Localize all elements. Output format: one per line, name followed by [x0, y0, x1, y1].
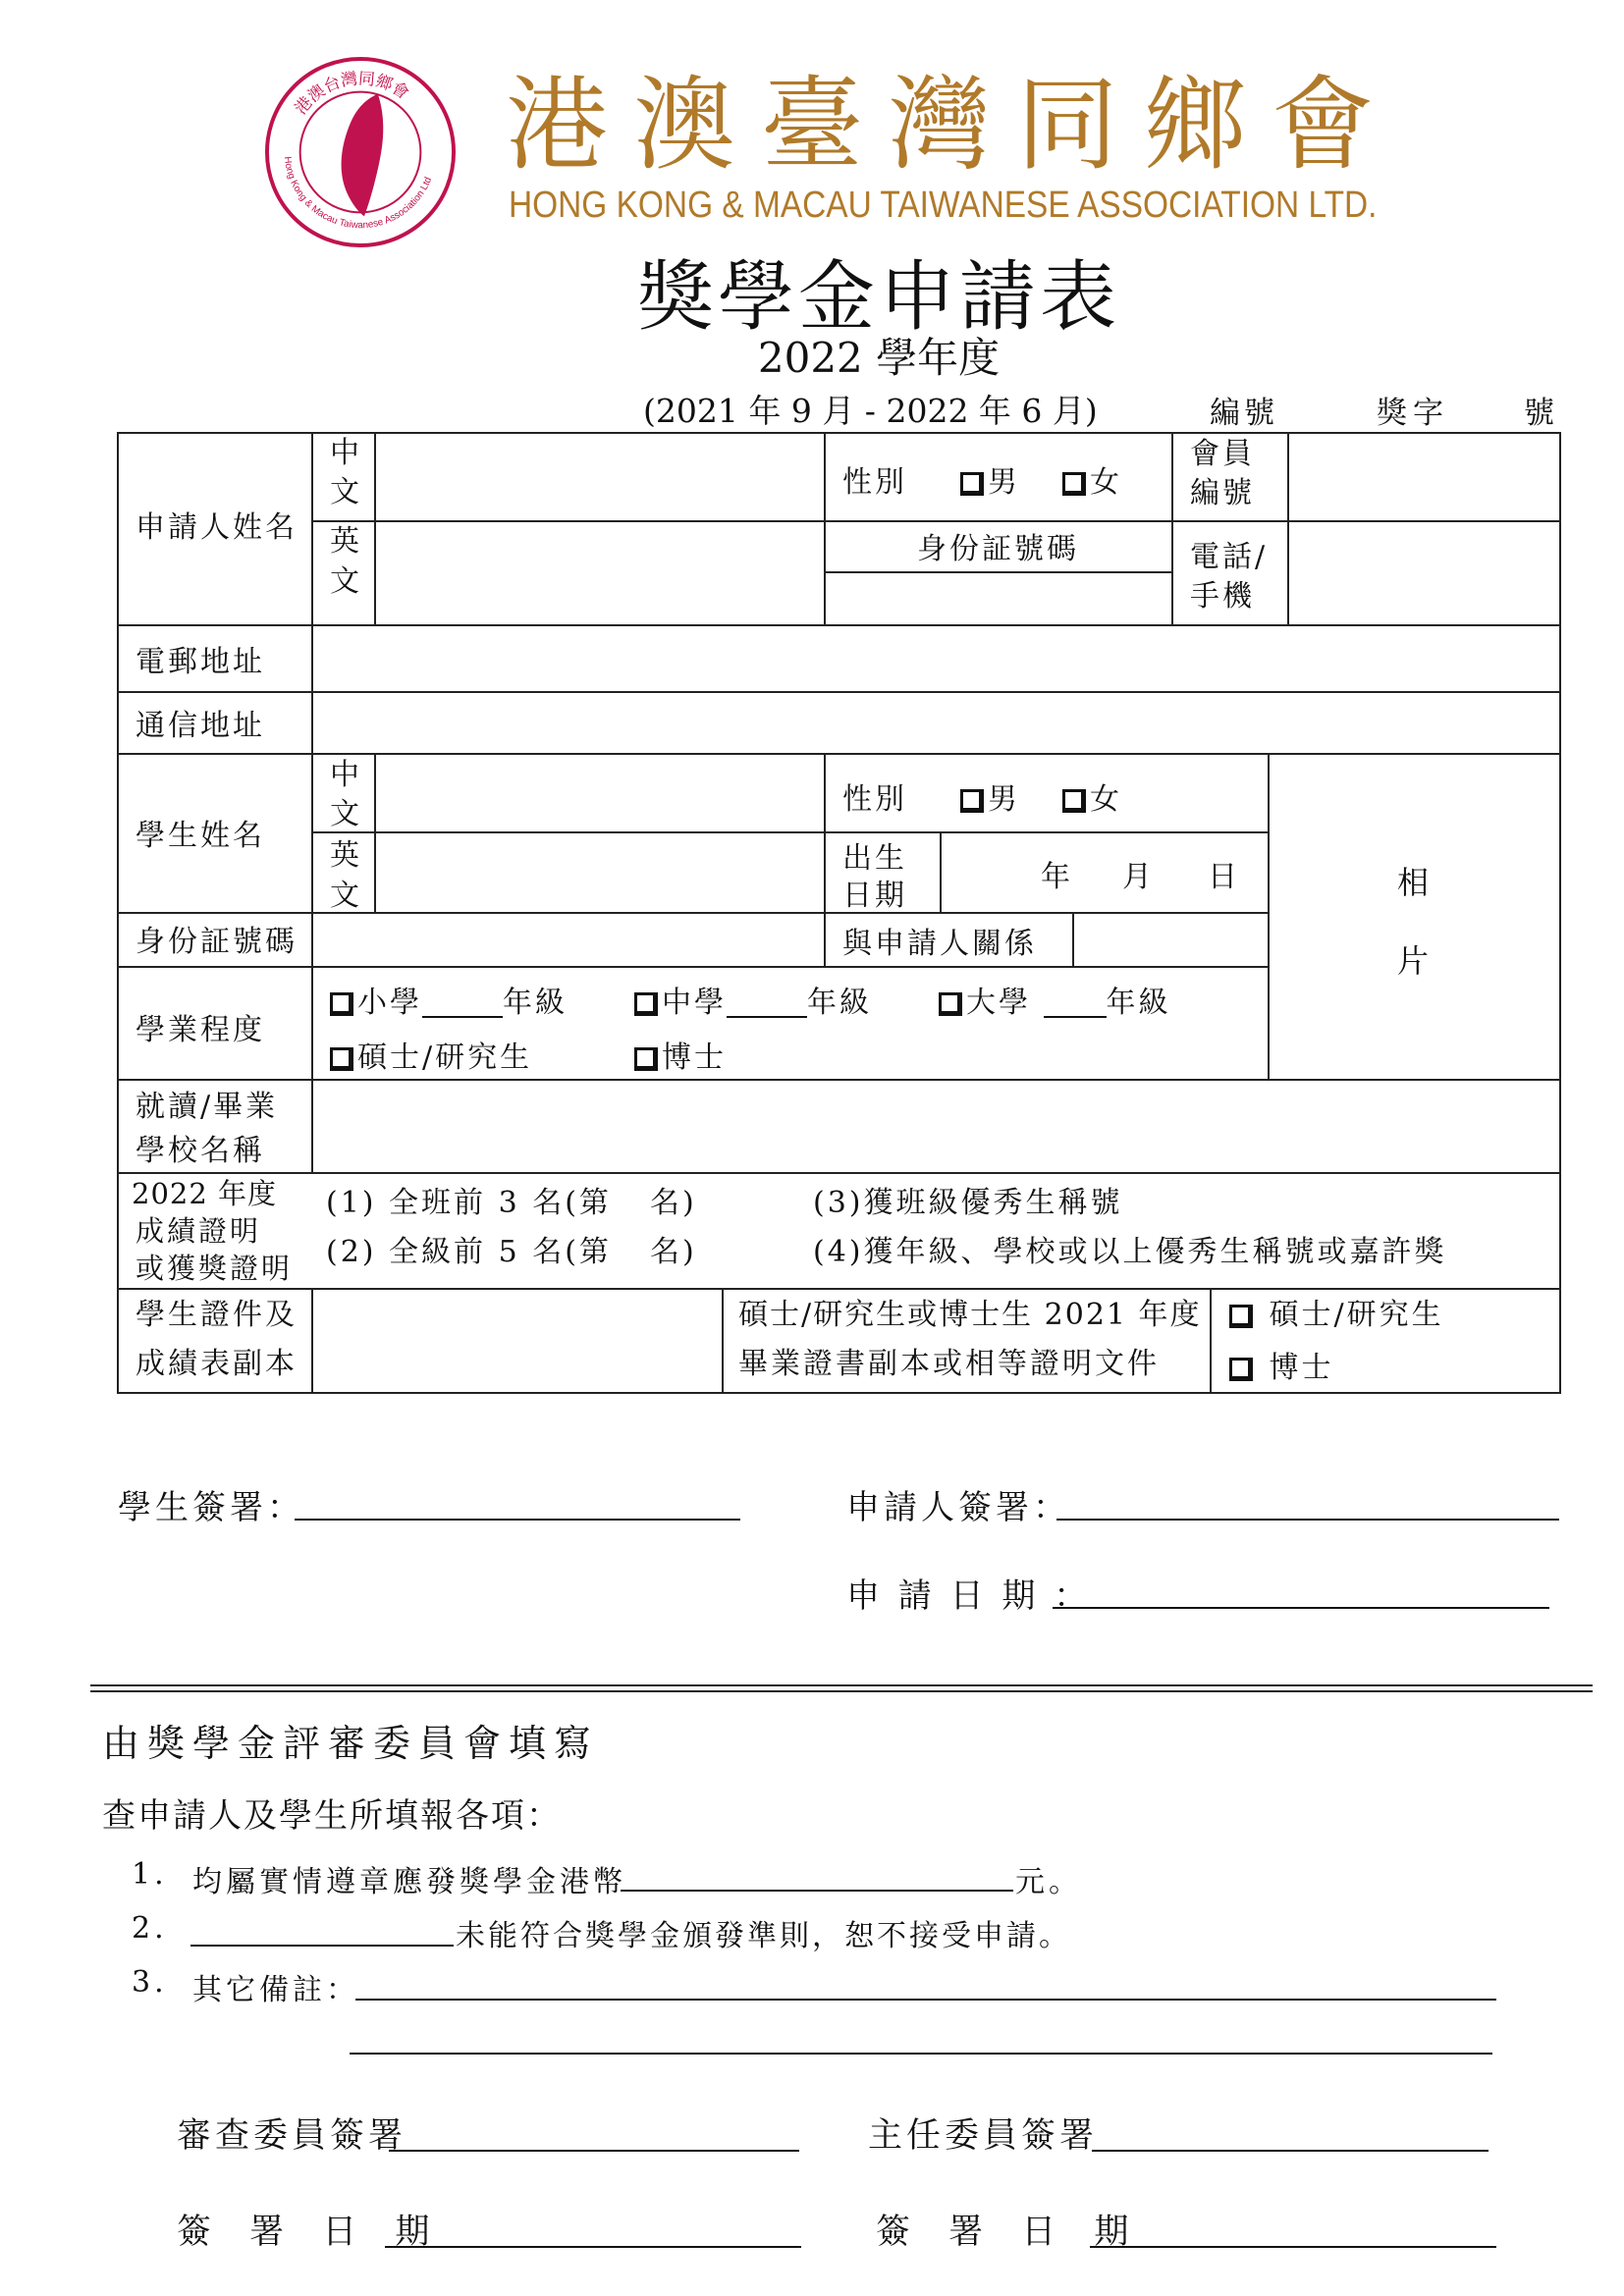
period: (2021 年 9 月 - 2022 年 6 月) [643, 392, 1098, 430]
applicant-cn-label-2: 文 [330, 475, 362, 509]
level-university-option[interactable] [939, 984, 1171, 1024]
applicant-en-label-2: 文 [330, 564, 362, 599]
checkbox-icon[interactable] [634, 1047, 658, 1071]
reviewer-signature-line[interactable] [389, 2150, 799, 2152]
dob-day: 日 [1208, 860, 1240, 894]
checkbox-icon[interactable] [960, 789, 984, 813]
phd-label: 博士 [662, 1041, 727, 1075]
email-label: 電郵地址 [135, 645, 265, 679]
relation-label: 與申請人關係 [842, 927, 1037, 961]
grad-master-label: 碩士/研究生 [1269, 1298, 1444, 1332]
level-phd-option[interactable] [634, 1039, 727, 1079]
item-3-text: 其它備註： [192, 1973, 359, 2007]
level-label: 學業程度 [135, 1013, 265, 1047]
remarks-line-2[interactable] [350, 2053, 1492, 2055]
seal-text-en: Hong Kong & Macau Taiwanese Association Ltd [281, 155, 435, 232]
applicant-female-option[interactable] [1062, 463, 1122, 504]
female-label: 女 [1090, 782, 1122, 817]
sign-date-left-line[interactable] [385, 2246, 801, 2248]
checkbox-icon[interactable] [1062, 472, 1086, 496]
female-label: 女 [1090, 465, 1122, 500]
student-en-label-2: 文 [330, 879, 362, 913]
copy-label-1: 學生證件及 [135, 1298, 298, 1332]
award-option-4: (4)獲年級、學校或以上優秀生稱號或嘉許獎 [813, 1235, 1447, 1269]
applicant-gender-label: 性別 [842, 465, 907, 500]
seal-text-cn: 港澳台灣同鄉會 [290, 68, 413, 119]
item-1-number: 1. [132, 1857, 168, 1892]
male-label: 男 [988, 782, 1020, 817]
academic-year: 2022 學年度 [757, 334, 1001, 382]
school-label-2: 學校名稱 [135, 1134, 265, 1168]
copy-label-2: 成績表副本 [135, 1347, 298, 1381]
secondary-label: 中學 [662, 986, 727, 1020]
student-en-label-1: 英 [330, 838, 362, 873]
award-option-1-a: (1) 全班前 3 名(第 [326, 1186, 612, 1220]
university-grade-blank[interactable] [1044, 987, 1107, 1018]
student-gender-label: 性別 [842, 782, 907, 817]
serial-mid: 獎字 [1377, 396, 1449, 431]
grad-master-option[interactable] [1229, 1296, 1444, 1336]
amount-line[interactable] [621, 1890, 1013, 1892]
checkbox-icon[interactable] [1229, 1305, 1253, 1328]
apply-date-label: 申 請 日 期 ： [846, 1576, 1092, 1616]
level-secondary-option[interactable] [634, 984, 872, 1024]
dob-month: 月 [1122, 860, 1155, 894]
applicant-id-label: 身份証號碼 [917, 532, 1079, 566]
phone-label-1: 電話/ [1190, 540, 1269, 574]
photo-label-1: 相 [1397, 864, 1433, 901]
student-cn-label-2: 文 [330, 797, 362, 831]
sign-date-left-label: 簽 署 日 期 [177, 2213, 444, 2252]
address-label: 通信地址 [135, 709, 265, 743]
apply-date-line[interactable] [1053, 1607, 1549, 1609]
student-id-label: 身份証號碼 [135, 925, 298, 959]
school-label-1: 就讀/畢業 [135, 1090, 279, 1124]
applicant-name-label: 申請人姓名 [135, 510, 298, 545]
grad-doc-label-2: 畢業證書副本或相等證明文件 [738, 1347, 1160, 1381]
checkbox-icon[interactable] [960, 472, 984, 496]
cert-label-1: 2022 年度 [132, 1177, 278, 1210]
student-signature-line[interactable] [295, 1519, 740, 1521]
cert-label-3: 或獲獎證明 [135, 1252, 294, 1285]
dob-label-2: 日期 [842, 879, 907, 913]
grade-label: 年級 [503, 986, 568, 1020]
org-name-cn: 港澳臺灣同鄉會 [506, 65, 1400, 185]
applicant-signature-label: 申請人簽署： [846, 1488, 1070, 1527]
male-label: 男 [988, 465, 1020, 500]
grad-phd-label: 博士 [1269, 1351, 1334, 1385]
remarks-line-1[interactable] [355, 1999, 1496, 2001]
checkbox-icon[interactable] [939, 992, 962, 1016]
student-name-label: 學生姓名 [135, 819, 265, 853]
grade-label: 年級 [1106, 986, 1171, 1020]
org-name-en: HONG KONG & MACAU TAIWANESE ASSOCIATION LTD. [509, 185, 1378, 226]
committee-intro: 查申請人及學生所填報各項： [102, 1796, 562, 1836]
applicant-male-option[interactable] [960, 463, 1020, 504]
photo-label-2: 片 [1397, 942, 1433, 980]
checkbox-icon[interactable] [1229, 1358, 1253, 1381]
dob-year: 年 [1041, 860, 1073, 894]
item-2-text: 未能符合獎學金頒發準則，恕不接受申請。 [456, 1919, 1071, 1953]
applicant-signature-line[interactable] [1056, 1519, 1559, 1521]
item-3-number: 3. [132, 1965, 168, 2000]
student-female-option[interactable] [1062, 780, 1122, 821]
sign-date-right-line[interactable] [1090, 2246, 1496, 2248]
member-no-label-1: 會員 [1190, 437, 1255, 471]
student-signature-label: 學生簽署： [118, 1488, 304, 1527]
checkbox-icon[interactable] [330, 1047, 353, 1071]
sign-date-right-label: 簽 署 日 期 [876, 2213, 1143, 2252]
member-no-label-2: 編號 [1190, 476, 1255, 510]
reviewer-signature-label: 審查委員簽署 [177, 2116, 407, 2156]
applicant-cn-label-1: 中 [330, 436, 362, 470]
chair-signature-line[interactable] [1092, 2150, 1489, 2152]
dob-label-1: 出生 [842, 841, 907, 876]
primary-label: 小學 [357, 986, 422, 1020]
grad-phd-option[interactable] [1229, 1349, 1334, 1389]
phone-label-2: 手機 [1190, 579, 1255, 614]
level-primary-option[interactable] [330, 984, 568, 1024]
primary-grade-blank[interactable] [422, 987, 503, 1018]
applicant-en-label-1: 英 [330, 524, 362, 559]
item-2-number: 2. [132, 1911, 168, 1946]
award-option-1-b: 名) [650, 1186, 697, 1220]
chair-signature-label: 主任委員簽署 [868, 2116, 1099, 2156]
serial-end: 號 [1524, 396, 1554, 431]
award-option-3: (3)獲班級優秀生稱號 [813, 1186, 1123, 1220]
award-option-2-a: (2) 全級前 5 名(第 [326, 1235, 612, 1269]
award-option-2-b: 名) [650, 1235, 697, 1269]
grade-label: 年級 [807, 986, 872, 1020]
checkbox-icon[interactable] [330, 992, 353, 1016]
student-cn-label-1: 中 [330, 758, 362, 792]
form-title: 獎學金申請表 [636, 253, 1120, 342]
item-1-text: 均屬實情遵章應發獎學金港幣 [192, 1865, 626, 1899]
cert-label-2: 成績證明 [135, 1214, 262, 1248]
serial-label: 編號 [1210, 396, 1278, 431]
reject-name-line[interactable] [190, 1945, 454, 1947]
committee-title: 由獎學金評審委員會填寫 [102, 1722, 600, 1765]
grad-doc-label-1: 碩士/研究生或博士生 2021 年度 [738, 1298, 1202, 1332]
item-1-suffix: 元。 [1015, 1865, 1082, 1899]
level-master-option[interactable] [330, 1039, 532, 1079]
master-label: 碩士/研究生 [357, 1041, 533, 1075]
checkbox-icon[interactable] [634, 992, 658, 1016]
secondary-grade-blank[interactable] [727, 987, 807, 1018]
checkbox-icon[interactable] [1062, 789, 1086, 813]
student-male-option[interactable] [960, 780, 1020, 821]
university-label: 大學 [966, 986, 1031, 1020]
